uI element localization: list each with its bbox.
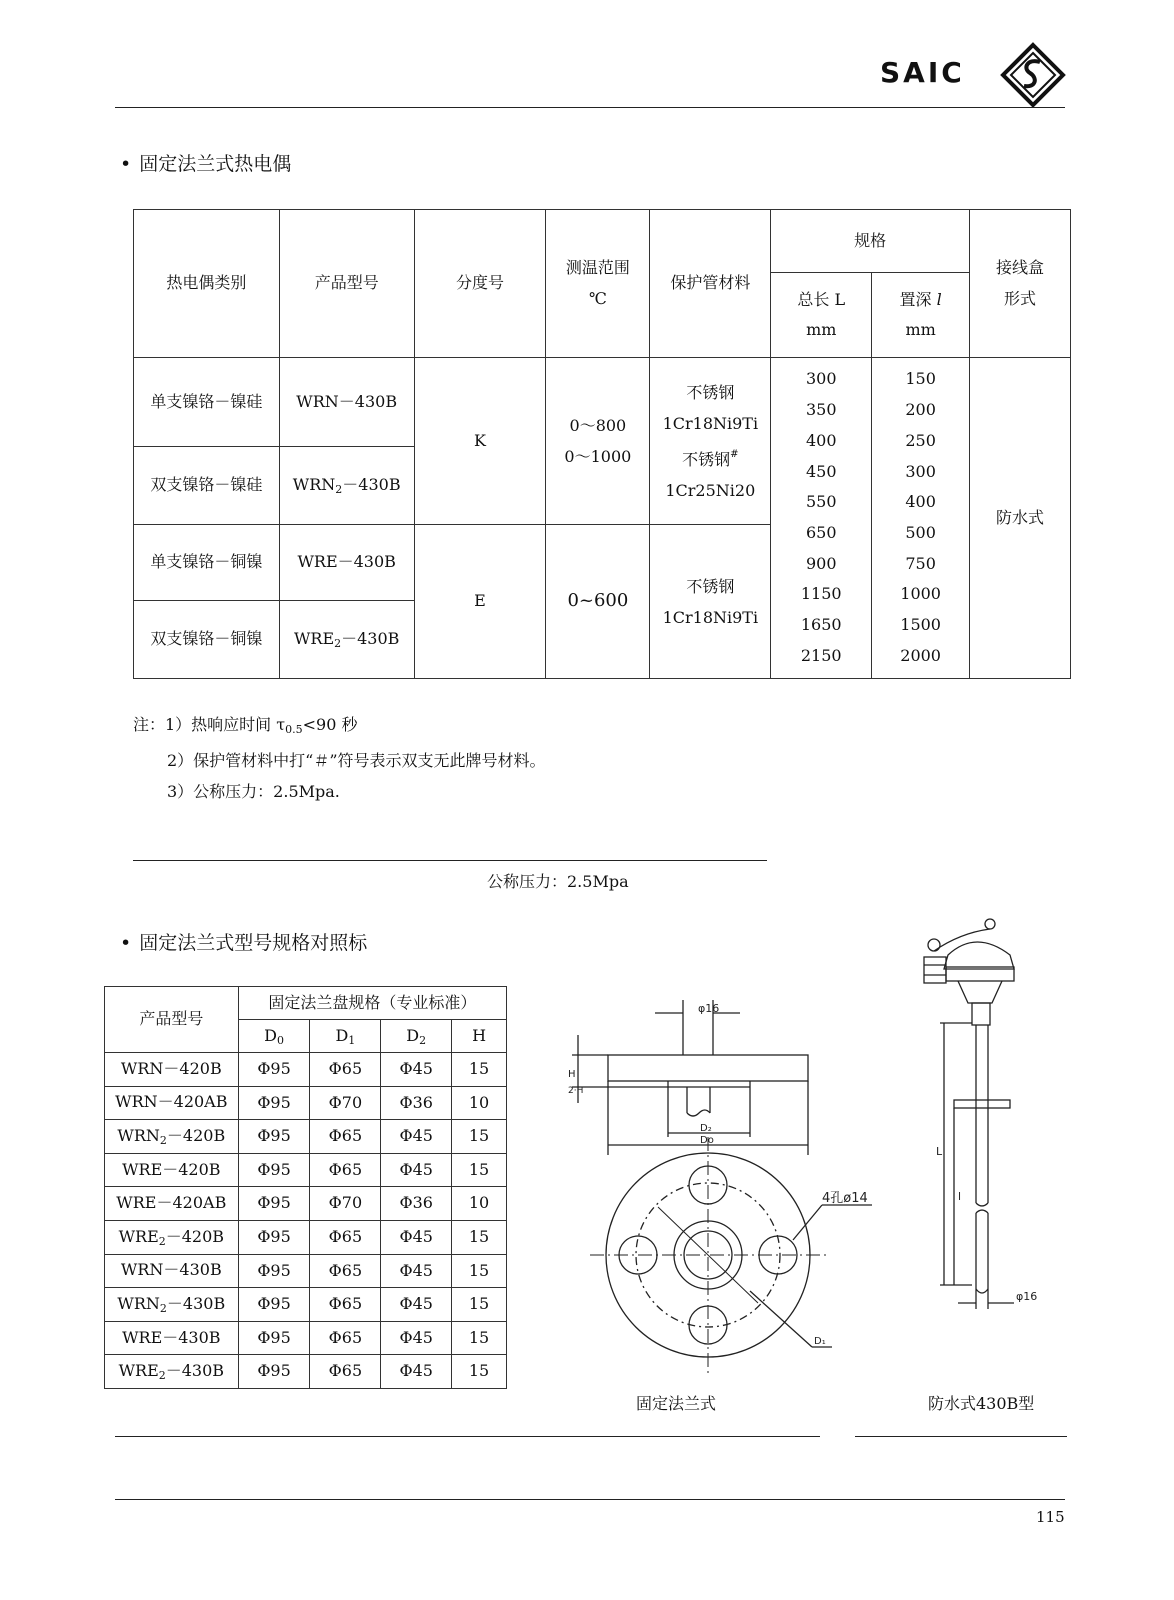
row-model: WRE－430B xyxy=(279,525,414,601)
header-h: H xyxy=(452,1020,507,1053)
note-1: 注：1）热响应时间 $\tau_{0.5}<90$ 秒 xyxy=(133,715,358,736)
flange-spec-table xyxy=(104,986,507,1389)
row-model: WRN－430B xyxy=(279,358,414,447)
header-graduation: 分度号 xyxy=(414,210,546,358)
row-type: 单支镍铬－镍硅 xyxy=(134,358,280,447)
group-k-graduation: K xyxy=(414,358,546,525)
flange-caption: 固定法兰式 xyxy=(636,1394,717,1413)
table-row: WRE－420AB Φ95 Φ70 Φ36 10 xyxy=(105,1187,507,1221)
note-2: 2）保护管材料中打“＃”符号表示双支无此牌号材料。 xyxy=(167,751,546,770)
flange-2h-label: 2·H xyxy=(568,1086,584,1096)
pressure-label: 公称压力：2.5Mpa xyxy=(487,872,629,891)
caption-rule-left xyxy=(115,1436,820,1437)
header-flange: 固定法兰盘规格（专业标准） xyxy=(238,987,506,1020)
430b-L-label: L xyxy=(936,1145,943,1158)
row-type: 双支镍铬－镍硅 xyxy=(134,447,280,525)
flange-h-label: H xyxy=(568,1069,576,1080)
row-type: 单支镍铬－铜镍 xyxy=(134,525,280,601)
header-d2: $D_2$ xyxy=(381,1020,452,1053)
header-total-length: 总长 L mm xyxy=(771,273,872,358)
row-model: $WRN_2-430B$ xyxy=(279,447,414,525)
table-row: $WRN_2-430B$ Φ95 Φ65 Φ45 15 xyxy=(105,1288,507,1322)
length-list: 300 350 400 450 550 650 900 1150 1650 2150 xyxy=(771,358,872,679)
430b-l-label: l xyxy=(958,1190,962,1203)
table-row: WRN－420AB Φ95 Φ70 Φ36 10 xyxy=(105,1086,507,1120)
group-e-range: 0~600 xyxy=(546,525,650,679)
header-model: 产品型号 xyxy=(279,210,414,358)
waterproof-430b-drawing xyxy=(918,915,1058,1315)
header-rule xyxy=(115,107,1065,108)
pressure-rule xyxy=(133,860,767,861)
table-row: $WRN_2-420B$ Φ95 Φ65 Φ45 15 xyxy=(105,1120,507,1154)
notes xyxy=(133,709,546,807)
430b-phi16-label: φ16 xyxy=(1016,1290,1038,1303)
row-type: 双支镍铬－铜镍 xyxy=(134,601,280,679)
header-spec: 规格 xyxy=(771,210,970,273)
table-row: WRE－430B Φ95 Φ65 Φ45 15 xyxy=(105,1321,507,1355)
section1-title: • 固定法兰式热电偶 xyxy=(120,153,292,175)
table-row: $WRE_2-430B$ Φ95 Φ65 Φ45 15 xyxy=(105,1355,507,1389)
flange-d0-label: Do xyxy=(700,1135,714,1146)
table-row: $WRE_2-420B$ Φ95 Φ65 Φ45 15 xyxy=(105,1220,507,1254)
header-d1: $D_1$ xyxy=(310,1020,381,1053)
header-type: 热电偶类别 xyxy=(134,210,280,358)
header-box: 接线盒 形式 xyxy=(970,210,1071,358)
table-row: WRN－430B Φ95 Φ65 Φ45 15 xyxy=(105,1254,507,1288)
flange-holes-label: 4孔ø14 xyxy=(822,1191,868,1206)
footer-rule xyxy=(115,1499,1065,1500)
row-model: $WRE_2-430B$ xyxy=(279,601,414,679)
caption-rule-right xyxy=(855,1436,1067,1437)
flange-d2-label: D₂ xyxy=(700,1123,712,1134)
note-3: 3）公称压力：2.5Mpa. xyxy=(167,782,340,801)
header-d0: $D_0$ xyxy=(238,1020,310,1053)
flange-phi16-label: φ16 xyxy=(698,1002,720,1015)
group-k-range: 0～800 0～1000 xyxy=(546,358,650,525)
header-depth: 置深 l mm xyxy=(872,273,970,358)
header-model: 产品型号 xyxy=(105,987,239,1053)
page-number: 115 xyxy=(1036,1508,1065,1526)
group-e-graduation: E xyxy=(414,525,546,679)
flange-d1-label: D₁ xyxy=(814,1336,826,1347)
group-e-material: 不锈钢 1Cr18Ni9Ti xyxy=(650,525,771,679)
saic-logo-icon xyxy=(1000,42,1066,108)
saic-logo-text: SAIC xyxy=(880,56,965,89)
group-k-material: 不锈钢 1Cr18Ni9Ti 不锈钢# 1Cr25Ni20 xyxy=(650,358,771,525)
header-range: 测温范围 ℃ xyxy=(546,210,650,358)
table-row: WRE－420B Φ95 Φ65 Φ45 15 xyxy=(105,1153,507,1187)
section2-title: • 固定法兰式型号规格对照标 xyxy=(120,932,368,954)
flange-drawing xyxy=(550,995,880,1375)
depth-list: 150 200 250 300 400 500 750 1000 1500 2000 xyxy=(872,358,970,679)
table-row: WRN－420B Φ95 Φ65 Φ45 15 xyxy=(105,1053,507,1087)
header-material: 保护管材料 xyxy=(650,210,771,358)
430b-caption: 防水式430B型 xyxy=(928,1394,1035,1413)
box-type: 防水式 xyxy=(970,358,1071,679)
thermocouple-spec-table xyxy=(133,209,1071,679)
